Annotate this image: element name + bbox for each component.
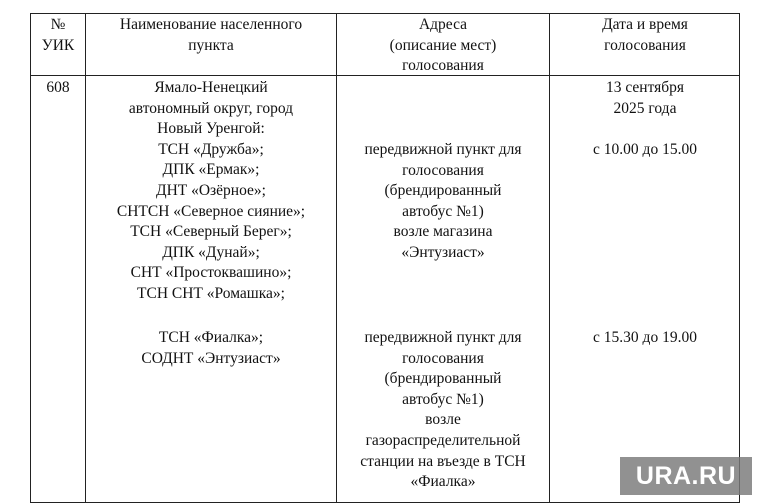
locality-line: ДПК «Дунай»; [162, 243, 260, 261]
locality-line: СОДНТ «Энтузиаст» [141, 349, 281, 367]
voting-time-text: с 10.00 до 15.00 [593, 141, 697, 158]
voting-time-2 [550, 328, 740, 349]
address-line: «Фиалка» [410, 473, 476, 491]
locality-line: Новый Уренгой: [157, 120, 265, 138]
header-locality [86, 15, 336, 56]
address-line: газораспределительной [365, 431, 521, 449]
voting-date-line: 2025 года [613, 99, 677, 117]
locality-line: ТСН «Фиалка»; [158, 329, 264, 346]
header-address [337, 15, 549, 77]
uik-number [31, 78, 85, 99]
header-locality-line: Наименование населенного [119, 16, 303, 33]
header-datetime-line: Дата и время [602, 16, 688, 33]
locality-line: ДПК «Ермак»; [162, 161, 260, 179]
address-block-1 [337, 140, 549, 264]
locality-line: ТСН «Северный Берег»; [130, 223, 292, 241]
address-line: передвижной пункт для [364, 141, 522, 158]
locality-line: ДНТ «Озёрное»; [156, 181, 266, 199]
locality-line: СНТ «Простоквашино»; [130, 264, 292, 282]
address-line: (брендированный [384, 370, 502, 388]
locality-line: Ямало-Ненецкий [154, 79, 268, 96]
address-line: возле магазина [393, 223, 493, 241]
locality-line: автономный округ, город [128, 99, 294, 117]
voting-date [550, 78, 740, 119]
address-line: (брендированный [384, 182, 502, 200]
address-line: станции на въезде в ТСН [360, 452, 526, 470]
locality-line: СНТСН «Северное сияние»; [116, 202, 306, 220]
header-number [31, 15, 85, 56]
ura-ru-watermark: URA.RU [620, 457, 752, 495]
header-number-line: УИК [41, 36, 75, 54]
header-locality-line: пункта [188, 36, 234, 54]
header-address-line: (описание мест) [389, 36, 497, 54]
address-line: возле [425, 411, 461, 429]
header-address-line: голосования [402, 57, 484, 75]
locality-line: ТСН СНТ «Ромашка»; [137, 284, 285, 302]
address-line: голосования [402, 349, 484, 367]
voting-time-1 [550, 140, 740, 161]
locality-line: ТСН «Дружба»; [158, 140, 264, 158]
address-line: голосования [402, 161, 484, 179]
locality-list-1 [86, 78, 336, 305]
voting-date-line: 13 сентября [605, 79, 685, 96]
address-line: автобус №1) [402, 390, 484, 408]
address-line: «Энтузиаст» [401, 243, 485, 261]
header-number-line: № [50, 16, 66, 33]
voting-time-text: с 15.30 до 19.00 [593, 329, 697, 346]
address-line: передвижной пункт для [364, 329, 522, 346]
uik-number-text: 608 [46, 79, 70, 96]
address-block-2 [337, 328, 549, 493]
address-line: автобус №1) [402, 202, 484, 220]
locality-list-2 [86, 328, 336, 369]
header-datetime-line: голосования [604, 36, 686, 54]
header-address-line: Адреса [418, 16, 468, 33]
header-datetime [550, 15, 740, 56]
